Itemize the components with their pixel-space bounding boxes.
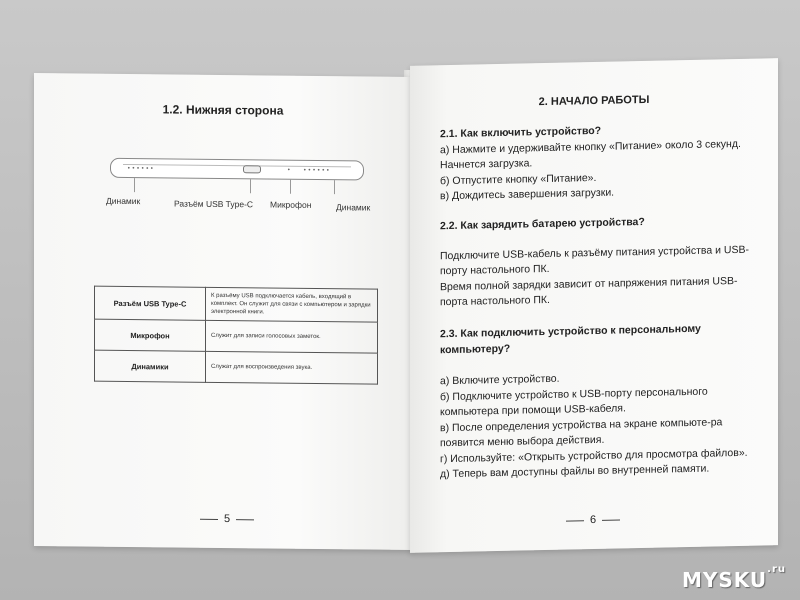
- leader-line-usb: [250, 179, 251, 193]
- label-speaker-left: Динамик: [106, 195, 141, 207]
- heading-2-2: 2.2. Как зарядить батарею устройства?: [440, 215, 645, 233]
- leader-line-speaker-right: [334, 180, 335, 194]
- section-title-getting-started: 2. НАЧАЛО РАБОТЫ: [538, 93, 650, 109]
- section-2-2: [440, 213, 756, 311]
- table-row: [95, 319, 378, 353]
- table-cell-desc: Служат для воспроизведения звука.: [206, 351, 378, 384]
- watermark-brand: MYSKU: [681, 568, 768, 592]
- page-number-dash: [566, 520, 584, 521]
- table-row: [95, 350, 378, 384]
- speaker-grille-right-icon: ••••••: [303, 166, 331, 175]
- leader-line-mic: [290, 180, 291, 194]
- device-bottom-edge-diagram: [110, 158, 364, 181]
- page-number-dash: [200, 518, 218, 519]
- usb-port-icon: [243, 165, 261, 173]
- paragraph-line: в) После определения устройства на экране компьюте-ра появится меню выбора действия.: [440, 415, 723, 450]
- paragraph-line: д) Теперь вам доступны файлы во внутренней памяти.: [440, 462, 710, 481]
- site-watermark: [681, 564, 786, 592]
- table-cell-desc: К разъёму USB подключается кабель, входящий в комплект. Он служит для связи с компьютером и зарядки электронной книги.: [206, 287, 378, 322]
- page-number-left: [194, 513, 260, 526]
- section-2-1: [440, 121, 756, 205]
- table-cell-name: Микрофон: [95, 319, 206, 351]
- page-number-dash: [236, 519, 254, 520]
- table-cell-desc: Служит для записи голосовых заметок.: [206, 320, 378, 353]
- table-row: [95, 286, 378, 322]
- microphone-hole-icon: •: [287, 166, 292, 174]
- paragraph-line: Время полной зарядки зависит от напряжения питания USB-порта настольного ПК.: [440, 274, 738, 309]
- paragraph-line: б) Отпустите кнопку «Питание».: [440, 171, 597, 187]
- ports-description-table: [94, 286, 378, 385]
- paragraph-line: в) Дождитесь завершения загрузки.: [440, 186, 615, 203]
- page-number-value: 6: [590, 513, 597, 527]
- leader-line-speaker-left: [134, 178, 135, 192]
- page-number-dash: [602, 519, 620, 520]
- page-number-right: [560, 513, 626, 526]
- left-page: [34, 73, 412, 550]
- label-usb-type-c: Разъём USB Type-C: [174, 198, 254, 210]
- page-number-value: 5: [224, 513, 231, 526]
- paragraph-line: Подключите USB-кабель к разъёму питания устройства и USB-порту настольного ПК.: [440, 243, 749, 278]
- section-2-3: [440, 321, 756, 483]
- heading-2-1: 2.1. Как включить устройство?: [440, 124, 602, 141]
- speaker-grille-left-icon: ••••••: [127, 164, 155, 173]
- label-microphone: Микрофон: [270, 199, 312, 210]
- paragraph-line: г) Используйте: «Открыть устройство для просмотра файлов».: [440, 446, 748, 465]
- heading-2-3: 2.3. Как подключить устройство к персональному компьютеру?: [440, 322, 701, 356]
- paragraph-line: а) Нажмите и удерживайте кнопку «Питание» около 3 секунд. Начнется загрузка.: [440, 137, 741, 172]
- label-speaker-right: Динамик: [336, 202, 371, 213]
- section-title-bottom-side: 1.2. Нижняя сторона: [162, 102, 284, 118]
- paragraph-line: б) Подключите устройство к USB-порту персонального компьютера при помощи USB-кабеля.: [440, 385, 708, 419]
- right-page: [410, 58, 778, 553]
- table-cell-name: Динамики: [95, 350, 206, 382]
- paragraph-line: а) Включите устройство.: [440, 372, 560, 388]
- table-cell-name: Разъём USB Type-C: [95, 286, 206, 320]
- watermark-tld: .ru: [767, 564, 786, 575]
